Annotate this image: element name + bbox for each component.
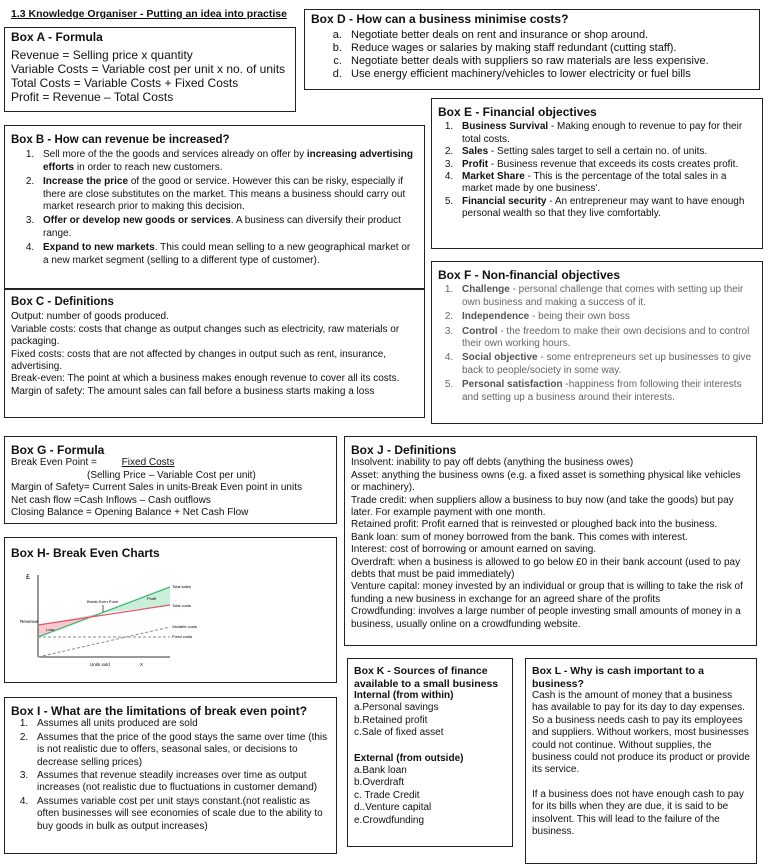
formula-line: Margin of Safety= Current Sales in units-Break Even point in units <box>11 482 302 494</box>
box-b-revenue <box>4 125 425 289</box>
box-k-sources-of-finance <box>347 658 513 847</box>
total-sales-line <box>38 587 170 637</box>
x-axis-label: Units sold <box>90 662 110 667</box>
definition: Margin of safety: The amount sales can fall before a business starts making a loss <box>11 385 375 397</box>
fixed-costs-label: Fixed costs <box>172 634 193 639</box>
definition: Retained profit: Profit earned that is reinvested or ploughed back into the business. <box>351 519 718 531</box>
box-f-non-financial-objectives <box>431 261 763 424</box>
definition: Fixed costs: costs that are not affected by changes in output such as rent, insurance, advertising. <box>11 348 387 373</box>
box-a-line: Variable Costs = Variable cost per unit x no. of units <box>11 61 286 76</box>
box-e-list <box>438 121 756 220</box>
list-item: 4. Expand to new markets. This could mean selling to a new geographical market or a new market segment (selling to a different type of customer). <box>37 242 418 267</box>
list-item: b.Overdraft <box>354 777 405 789</box>
list-item: 1. Sell more of the the goods and services already on offer by increasing advertising efforts in order to reach new customers. <box>37 149 418 174</box>
box-j-heading: Box J - Definitions <box>351 443 457 457</box>
list-item: 1. Business Survival - Making enough to revenue to pay for their total costs. <box>456 121 756 146</box>
total-sales-label: Total sales <box>172 584 191 589</box>
list-item: 2. Independence - being their own boss <box>456 311 756 323</box>
box-l-cash-importance <box>525 658 757 864</box>
break-even-denominator: (Selling Price – Variable Cost per unit) <box>87 469 256 481</box>
list-item: 5. Personal satisfaction -happiness from following their interests and setting up a business around their interests. <box>456 379 756 404</box>
break-even-chart-svg <box>20 565 200 673</box>
list-item: 3. Assumes that revenue steadily increases over time as output increases (not realistic due to fluctuations in customer demand) <box>31 770 330 795</box>
box-a-heading: Box A - Formula <box>11 30 103 44</box>
list-item: b.Retained profit <box>354 714 428 726</box>
list-item: 5. Financial security - An entrepreneur may want to have enough personal wealth so that they live comfortably. <box>456 196 756 221</box>
box-h-heading: Box H- Break Even Charts <box>11 546 160 560</box>
variable-costs-line <box>38 627 170 657</box>
list-item: 2. Sales - Setting sales target to sell a certain no. of units. <box>456 146 756 158</box>
variable-costs-label: Variable costs <box>172 624 197 629</box>
external-heading: External (from outside) <box>354 752 464 764</box>
box-l-heading: Box L - Why is cash important to a business? <box>532 665 704 690</box>
formula-line: Closing Balance = Opening Balance + Net Cash Flow <box>11 507 249 519</box>
list-item: 2. Increase the price of the good or service. However this can be risky, especially if there are close substitutes on the market. This means a business should carry out market research prior to making this decision. <box>37 176 418 213</box>
box-b-heading: Box B - How can revenue be increased? <box>11 134 230 146</box>
definition: Venture capital: money invested by an individual or group that is willing to take the risk of funding a new business in exchange for an agreed share of the profits <box>351 581 743 605</box>
total-costs-label: Total costs <box>172 603 191 608</box>
box-e-financial-objectives <box>431 98 763 249</box>
total-costs-line <box>38 605 170 625</box>
formula-line: Net cash flow =Cash Inflows – Cash outflows <box>11 494 211 506</box>
box-i-heading: Box I - What are the limitations of break even point? <box>11 704 308 718</box>
y-axis-symbol: £ <box>26 574 30 581</box>
list-item: 3. Profit - Business revenue that exceeds its costs creates profit. <box>456 159 756 171</box>
box-k-heading: Box K - Sources of finance available to a small business <box>354 665 499 690</box>
list-item: d. Use energy efficient machinery/vehicles to lower electricity or fuel bills <box>345 68 753 81</box>
box-a-line: Total Costs = Variable Costs + Fixed Costs <box>11 75 239 90</box>
list-item: c.Sale of fixed asset <box>354 727 444 739</box>
loss-label: Loss <box>46 627 55 632</box>
profit-label: Profit <box>147 596 157 601</box>
definition: Asset: anything the business owns (e.g. a fixed asset is something physical like vehicles or machinery). <box>351 469 741 494</box>
box-a-formula <box>4 27 296 112</box>
box-c-heading: Box C - Definitions <box>11 296 114 308</box>
list-item: 2. Assumes that the price of the good stays the same over time (this is not realistic due to offers, seasonal sales, or decisions to decrease selling prices) <box>31 732 330 769</box>
box-g-formula <box>4 436 337 524</box>
list-item: c. Trade Credit <box>354 789 420 801</box>
box-f-list <box>438 284 756 404</box>
list-item: c. Negotiate better deals with suppliers so raw materials are less expensive. <box>345 55 753 68</box>
page-title: 1.3 Knowledge Organiser - Putting an idea into practise <box>11 8 287 20</box>
list-item: 4. Assumes variable cost per unit stays constant.(not realistic as often businesses will see economies of scale due to the ability to buy goods in bulk as output increases) <box>31 796 330 833</box>
list-item: 4. Market Share - This is the percentage of the total sales in a market made by one business'. <box>456 171 756 196</box>
list-item: a. Negotiate better deals on rent and insurance or shop around. <box>345 29 753 42</box>
definition: Output: number of goods produced. <box>11 311 169 323</box>
list-item: d..Venture capital <box>354 802 432 814</box>
y-axis-label: Revenue <box>20 619 39 624</box>
list-item: a.Personal savings <box>354 702 439 714</box>
box-i-limitations <box>4 697 337 854</box>
box-i-list <box>11 718 330 833</box>
box-j-definitions <box>344 436 757 646</box>
box-b-list <box>11 149 418 267</box>
box-d-heading: Box D - How can a business minimise costs? <box>311 12 569 26</box>
box-d-list <box>311 29 753 81</box>
break-even-label: Break Even Point <box>87 599 118 604</box>
list-item: 3. Offer or develop new goods or services. A business can diversify their product range. <box>37 215 418 240</box>
box-d-minimise-costs <box>304 9 760 90</box>
definition: Variable costs: costs that change as output changes such as electricity, raw materials or packaging. <box>11 323 400 348</box>
definition: Crowdfunding: involves a large number of people investing small amounts of money in a business, usually online on a crowdfunding website. <box>351 606 741 630</box>
x-axis-arrow: X <box>140 662 144 667</box>
box-c-definitions <box>4 289 425 418</box>
definition: Bank loan: sum of money borrowed from the bank. This comes with interest. <box>351 531 688 543</box>
list-item: b. Reduce wages or salaries by making staff redundant (cutting staff). <box>345 42 753 55</box>
list-item: a.Bank loan <box>354 765 407 777</box>
internal-heading: Internal (from within) <box>354 690 454 701</box>
list-item: e.Crowdfunding <box>354 814 425 826</box>
break-even-chart <box>20 565 200 673</box>
box-a-line: Profit = Revenue – Total Costs <box>11 89 174 104</box>
list-item: 3. Control - the freedom to make their own decisions and to control their own working hours. <box>456 326 756 351</box>
definition: Break-even: The point at which a business makes enough revenue to cover all its costs. <box>11 373 400 385</box>
box-f-heading: Box F - Non-financial objectives <box>438 268 621 282</box>
paragraph: Cash is the amount of money that a business has available to pay for its day to day expenses. So a business needs cash to pay its employees and suppliers. Without workers, most businesses could not continue. Without supplies, the business could not produce its product or provide its service. <box>532 690 750 776</box>
definition: Insolvent: inability to pay off debts (anything the business owes) <box>351 457 634 469</box>
list-item: 4. Social objective - some entrepreneurs set up businesses to give back to people/society in some way. <box>456 352 756 377</box>
definition: Trade credit: when suppliers allow a business to buy now (and take the goods) but pay later. For example payment with one month. <box>351 494 734 519</box>
definition: Overdraft: when a business is allowed to go below £0 in their bank account (used to pay debts that must be paid immediately) <box>351 556 741 581</box>
paragraph: If a business does not have enough cash to pay for its bills when they are due, it is said to be insolvent. This will lead to the failure of the business. <box>532 788 744 838</box>
list-item: 1. Challenge - personal challenge that comes with setting up their own business and making a success of it. <box>456 284 756 309</box>
box-a-line: Revenue = Selling price x quantity <box>11 47 193 62</box>
break-even-formula: Break Even Point = Fixed Costs <box>11 457 175 469</box>
box-e-heading: Box E - Financial objectives <box>438 105 597 119</box>
box-g-heading: Box G - Formula <box>11 443 105 457</box>
list-item: 1. Assumes all units produced are sold <box>31 718 330 730</box>
definition: Interest: cost of borrowing or amount earned on saving. <box>351 544 597 556</box>
